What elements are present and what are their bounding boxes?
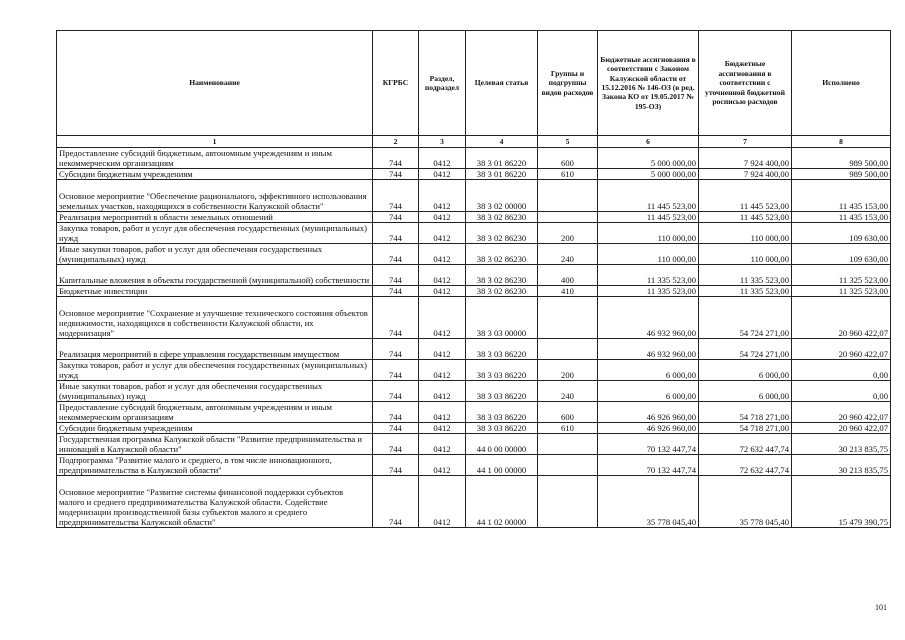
row-target-article: 38 3 02 86230 <box>466 265 538 286</box>
row-executed: 30 213 835,75 <box>792 434 891 455</box>
row-kgrbs: 744 <box>373 265 419 286</box>
table-row <box>57 455 891 476</box>
row-target-article: 38 3 03 86220 <box>466 423 538 434</box>
header-row <box>57 31 891 136</box>
table-row <box>57 169 891 180</box>
header-executed: Исполнено <box>792 31 891 136</box>
row-target-article: 38 3 02 86230 <box>466 223 538 244</box>
row-refined-assignment: 110 000,00 <box>699 223 792 244</box>
row-kgrbs: 744 <box>373 244 419 265</box>
row-expense-group: 240 <box>538 244 598 265</box>
table-row <box>57 402 891 423</box>
column-number: 4 <box>466 136 538 148</box>
row-target-article: 38 3 03 86220 <box>466 360 538 381</box>
row-target-article: 38 3 03 00000 <box>466 297 538 339</box>
header-target: Целевая статья <box>466 31 538 136</box>
row-name: Капитальные вложения в объекты государственной (муниципальной) собственности <box>57 265 373 286</box>
row-expense-group: 600 <box>538 402 598 423</box>
row-law-assignment: 5 000 000,00 <box>598 148 699 169</box>
row-section: 0412 <box>419 265 466 286</box>
table-row <box>57 265 891 286</box>
row-expense-group: 400 <box>538 265 598 286</box>
row-law-assignment: 6 000,00 <box>598 360 699 381</box>
row-target-article: 38 3 02 00000 <box>466 180 538 212</box>
table-row <box>57 297 891 339</box>
column-number: 5 <box>538 136 598 148</box>
row-executed: 30 213 835,75 <box>792 455 891 476</box>
table-row <box>57 286 891 297</box>
row-executed: 11 325 523,00 <box>792 286 891 297</box>
row-refined-assignment: 11 335 523,00 <box>699 265 792 286</box>
row-executed: 109 630,00 <box>792 244 891 265</box>
row-refined-assignment: 6 000,00 <box>699 381 792 402</box>
row-refined-assignment: 72 632 447,74 <box>699 455 792 476</box>
row-executed: 989 500,00 <box>792 169 891 180</box>
row-kgrbs: 744 <box>373 297 419 339</box>
row-law-assignment: 35 778 045,40 <box>598 476 699 528</box>
row-kgrbs: 744 <box>373 169 419 180</box>
row-kgrbs: 744 <box>373 223 419 244</box>
row-target-article: 38 3 03 86220 <box>466 381 538 402</box>
row-name: Иные закупки товаров, работ и услуг для обеспечения государственных (муниципальных) нужд <box>57 381 373 402</box>
row-name: Государственная программа Калужской области "Развитие предпринимательства и инноваций в Калужской области" <box>57 434 373 455</box>
row-section: 0412 <box>419 286 466 297</box>
row-kgrbs: 744 <box>373 402 419 423</box>
row-refined-assignment: 54 718 271,00 <box>699 402 792 423</box>
budget-sheet <box>56 30 890 528</box>
row-expense-group <box>538 212 598 223</box>
row-name: Предоставление субсидий бюджетным, автономным учреждениям и иным некоммерческим организациям <box>57 402 373 423</box>
row-target-article: 38 3 03 86220 <box>466 339 538 360</box>
row-name: Закупка товаров, работ и услуг для обеспечения государственных (муниципальных) нужд <box>57 223 373 244</box>
row-kgrbs: 744 <box>373 212 419 223</box>
row-name: Иные закупки товаров, работ и услуг для обеспечения государственных (муниципальных) нужд <box>57 244 373 265</box>
row-law-assignment: 11 335 523,00 <box>598 286 699 297</box>
row-kgrbs: 744 <box>373 455 419 476</box>
row-executed: 989 500,00 <box>792 148 891 169</box>
row-kgrbs: 744 <box>373 360 419 381</box>
row-target-article: 38 3 03 86220 <box>466 402 538 423</box>
row-expense-group <box>538 339 598 360</box>
row-executed: 20 960 422,07 <box>792 402 891 423</box>
row-section: 0412 <box>419 212 466 223</box>
row-expense-group: 240 <box>538 381 598 402</box>
row-name: Подпрограмма "Развитие малого и среднего, в том числе инновационного, предпринимательства в Калужской области" <box>57 455 373 476</box>
row-section: 0412 <box>419 381 466 402</box>
row-expense-group: 410 <box>538 286 598 297</box>
row-section: 0412 <box>419 455 466 476</box>
row-law-assignment: 46 932 960,00 <box>598 297 699 339</box>
row-expense-group: 200 <box>538 223 598 244</box>
row-law-assignment: 46 926 960,00 <box>598 402 699 423</box>
column-number: 1 <box>57 136 373 148</box>
header-kgrbs: КГРБС <box>373 31 419 136</box>
row-executed: 11 435 153,00 <box>792 212 891 223</box>
table-row <box>57 223 891 244</box>
table-body <box>57 148 891 528</box>
column-number: 3 <box>419 136 466 148</box>
row-refined-assignment: 6 000,00 <box>699 360 792 381</box>
table-row <box>57 212 891 223</box>
row-name: Субсидии бюджетным учреждениям <box>57 423 373 434</box>
row-section: 0412 <box>419 148 466 169</box>
row-law-assignment: 6 000,00 <box>598 381 699 402</box>
row-name: Реализация мероприятий в сфере управления государственным имуществом <box>57 339 373 360</box>
row-executed: 20 960 422,07 <box>792 297 891 339</box>
row-expense-group <box>538 180 598 212</box>
row-kgrbs: 744 <box>373 423 419 434</box>
row-law-assignment: 46 926 960,00 <box>598 423 699 434</box>
row-law-assignment: 11 445 523,00 <box>598 212 699 223</box>
row-refined-assignment: 7 924 400,00 <box>699 169 792 180</box>
row-refined-assignment: 11 445 523,00 <box>699 180 792 212</box>
row-section: 0412 <box>419 223 466 244</box>
row-name: Основное мероприятие "Сохранение и улучшение технического состояния объектов недвижимости, находящихся в собственности Калужской области, их модернизация" <box>57 297 373 339</box>
header-refined-assign: Бюджетные ассигнования в соответствии с уточненной бюджетной росписью расходов <box>699 31 792 136</box>
row-law-assignment: 70 132 447,74 <box>598 434 699 455</box>
column-number: 8 <box>792 136 891 148</box>
row-kgrbs: 744 <box>373 339 419 360</box>
header-name: Наименование <box>57 31 373 136</box>
header-section: Раздел, подраздел <box>419 31 466 136</box>
row-name: Предоставление субсидий бюджетным, автономным учреждениям и иным некоммерческим организациям <box>57 148 373 169</box>
row-name: Бюджетные инвестиции <box>57 286 373 297</box>
table-row <box>57 360 891 381</box>
row-kgrbs: 744 <box>373 148 419 169</box>
column-number: 7 <box>699 136 792 148</box>
row-refined-assignment: 7 924 400,00 <box>699 148 792 169</box>
row-executed: 11 435 153,00 <box>792 180 891 212</box>
table-row <box>57 423 891 434</box>
row-section: 0412 <box>419 434 466 455</box>
row-refined-assignment: 11 445 523,00 <box>699 212 792 223</box>
row-expense-group: 610 <box>538 169 598 180</box>
row-kgrbs: 744 <box>373 180 419 212</box>
row-executed: 0,00 <box>792 381 891 402</box>
row-refined-assignment: 72 632 447,74 <box>699 434 792 455</box>
row-refined-assignment: 54 724 271,00 <box>699 339 792 360</box>
row-law-assignment: 11 445 523,00 <box>598 180 699 212</box>
row-section: 0412 <box>419 339 466 360</box>
row-kgrbs: 744 <box>373 381 419 402</box>
row-target-article: 44 1 00 00000 <box>466 455 538 476</box>
row-executed: 109 630,00 <box>792 223 891 244</box>
row-law-assignment: 46 932 960,00 <box>598 339 699 360</box>
row-expense-group <box>538 434 598 455</box>
row-expense-group: 200 <box>538 360 598 381</box>
row-expense-group: 610 <box>538 423 598 434</box>
row-executed: 11 325 523,00 <box>792 265 891 286</box>
row-executed: 0,00 <box>792 360 891 381</box>
row-name: Закупка товаров, работ и услуг для обеспечения государственных (муниципальных) нужд <box>57 360 373 381</box>
table-row <box>57 148 891 169</box>
row-section: 0412 <box>419 297 466 339</box>
row-kgrbs: 744 <box>373 434 419 455</box>
row-section: 0412 <box>419 180 466 212</box>
row-name: Реализация мероприятий в области земельных отношений <box>57 212 373 223</box>
row-section: 0412 <box>419 360 466 381</box>
row-target-article: 44 1 02 00000 <box>466 476 538 528</box>
header-law-assign: Бюджетные ассигнования в соответствии с Законом Калужской области от 15.12.2016 № 146-ОЗ (в ред. Закона КО от 19.05.2017 № 195-ОЗ) <box>598 31 699 136</box>
table-row <box>57 381 891 402</box>
table-row <box>57 476 891 528</box>
row-refined-assignment: 11 335 523,00 <box>699 286 792 297</box>
row-expense-group: 600 <box>538 148 598 169</box>
row-law-assignment: 110 000,00 <box>598 223 699 244</box>
row-kgrbs: 744 <box>373 286 419 297</box>
row-target-article: 38 3 02 86230 <box>466 212 538 223</box>
budget-table <box>56 30 891 528</box>
column-number: 2 <box>373 136 419 148</box>
row-refined-assignment: 35 778 045,40 <box>699 476 792 528</box>
row-refined-assignment: 54 718 271,00 <box>699 423 792 434</box>
row-expense-group <box>538 297 598 339</box>
row-law-assignment: 5 000 000,00 <box>598 169 699 180</box>
table-row <box>57 180 891 212</box>
row-law-assignment: 70 132 447,74 <box>598 455 699 476</box>
row-section: 0412 <box>419 244 466 265</box>
row-name: Основное мероприятие "Обеспечение рационального, эффективного использования земельных участков, находящихся в собственности Калужской области" <box>57 180 373 212</box>
row-target-article: 38 3 02 86230 <box>466 286 538 297</box>
table-row <box>57 434 891 455</box>
row-target-article: 38 3 01 86220 <box>466 169 538 180</box>
row-section: 0412 <box>419 423 466 434</box>
header-groups: Группы и подгруппы видов расходов <box>538 31 598 136</box>
row-section: 0412 <box>419 169 466 180</box>
row-target-article: 44 0 00 00000 <box>466 434 538 455</box>
table-row <box>57 244 891 265</box>
row-target-article: 38 3 02 86230 <box>466 244 538 265</box>
row-executed: 20 960 422,07 <box>792 423 891 434</box>
column-number: 6 <box>598 136 699 148</box>
row-kgrbs: 744 <box>373 476 419 528</box>
row-expense-group <box>538 476 598 528</box>
page-number: 101 <box>875 603 887 612</box>
row-name: Субсидии бюджетным учреждениям <box>57 169 373 180</box>
row-target-article: 38 3 01 86220 <box>466 148 538 169</box>
row-name: Основное мероприятие "Развитие системы финансовой поддержки субъектов малого и среднего предпринимательства Калужской области. Содействие модернизации производственной базы субъектов малого и среднего предпринимательства Калужской области" <box>57 476 373 528</box>
row-expense-group <box>538 455 598 476</box>
row-refined-assignment: 54 724 271,00 <box>699 297 792 339</box>
row-section: 0412 <box>419 476 466 528</box>
row-section: 0412 <box>419 402 466 423</box>
row-executed: 15 479 390,75 <box>792 476 891 528</box>
row-law-assignment: 110 000,00 <box>598 244 699 265</box>
table-row <box>57 339 891 360</box>
row-law-assignment: 11 335 523,00 <box>598 265 699 286</box>
row-executed: 20 960 422,07 <box>792 339 891 360</box>
row-refined-assignment: 110 000,00 <box>699 244 792 265</box>
column-number-row <box>57 136 891 148</box>
